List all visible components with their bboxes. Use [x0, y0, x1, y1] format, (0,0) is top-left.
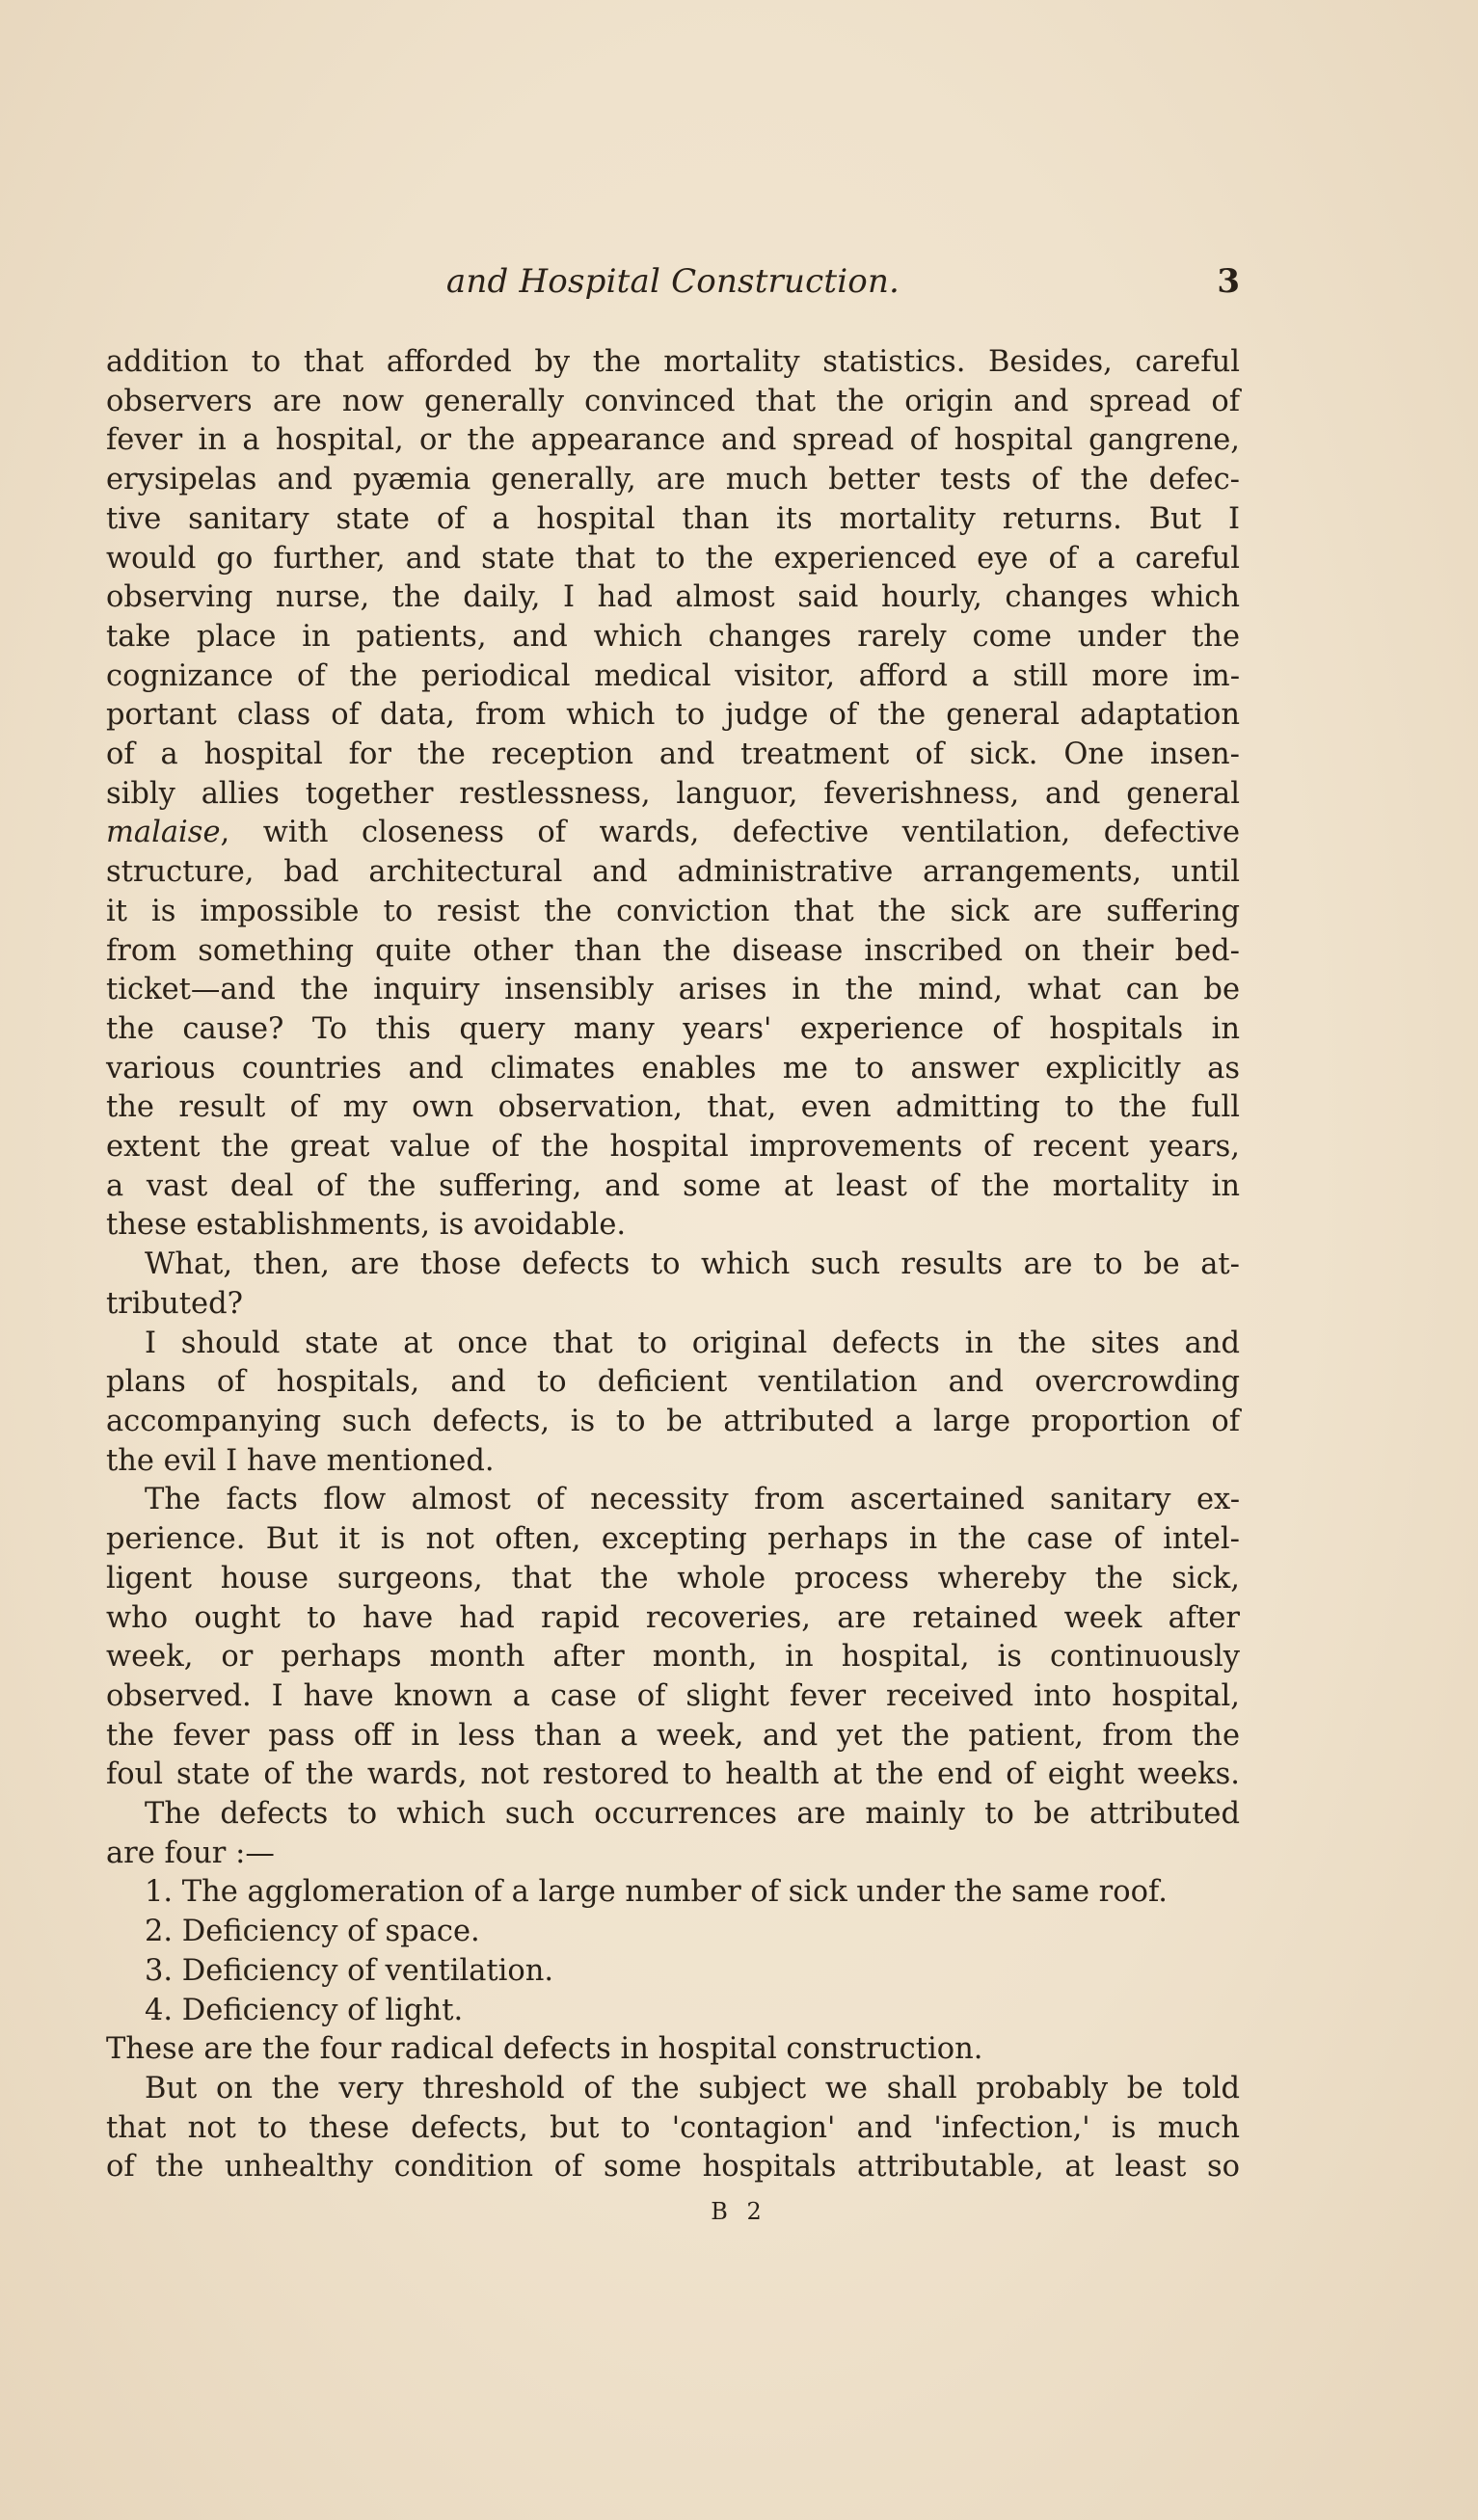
- text-line: cognizance of the periodical medical visitor, afford a still more im-: [106, 658, 1240, 693]
- page-number: 3: [1217, 262, 1240, 301]
- text-line: ticket—and the inquiry insensibly arises in the mind, what can be: [106, 973, 1240, 1007]
- text-line: week, or perhaps month after month, in hospital, is continuously: [106, 1640, 1240, 1675]
- text-line: that not to these defects, but to 'contagion' and 'infection,' is much: [106, 2110, 1240, 2145]
- text-line: The facts flow almost of necessity from ascertained sanitary ex-: [145, 1483, 1240, 1517]
- running-title: and Hospital Construction.: [445, 262, 900, 301]
- page-header: [106, 262, 1240, 310]
- text-line: accompanying such defects, is to be attributed a large proportion of: [106, 1404, 1240, 1438]
- text-line: various countries and climates enables me to answer explicitly as: [106, 1051, 1240, 1086]
- text-line: structure, bad architectural and administrative arrangements, until: [106, 855, 1240, 890]
- text-line: portant class of data, from which to judge of the general adaptation: [106, 698, 1240, 733]
- list-item: 1. The agglomeration of a large number of sick under the same roof.: [145, 1875, 1168, 1910]
- list-item: 2. Deficiency of space.: [145, 1915, 480, 1949]
- text-line: I should state at once that to original defects in the sites and: [145, 1326, 1240, 1360]
- signature-mark: B 2: [711, 2198, 767, 2225]
- text-line: But on the very threshold of the subject we shall probably be told: [145, 2071, 1240, 2105]
- text-line: the evil I have mentioned.: [106, 1443, 495, 1478]
- text-line: observing nurse, the daily, I had almost said hourly, changes which: [106, 580, 1240, 615]
- text-line: of a hospital for the reception and treatment of sick. One insen-: [106, 737, 1240, 772]
- text-line: These are the four radical defects in hospital construction.: [106, 2032, 983, 2067]
- text-line: the fever pass off in less than a week, and yet the patient, from the: [106, 1718, 1240, 1753]
- text-line: are four :—: [106, 1836, 275, 1870]
- text-line: tive sanitary state of a hospital than its mortality returns. But I: [106, 501, 1240, 536]
- text-line: it is impossible to resist the conviction that the sick are suffering: [106, 894, 1240, 928]
- text-line: observers are now generally convinced that the origin and spread of: [106, 384, 1240, 418]
- text-line: foul state of the wards, not restored to health at the end of eight weeks.: [106, 1757, 1240, 1792]
- text-line: What, then, are those defects to which such results are to be at-: [145, 1247, 1240, 1282]
- text-line: The defects to which such occurrences are mainly to be attributed: [145, 1797, 1240, 1832]
- text-line: perience. But it is not often, excepting perhaps in the case of intel-: [106, 1522, 1240, 1557]
- italic-word: malaise: [106, 816, 221, 850]
- text-line: fever in a hospital, or the appearance and spread of hospital gangrene,: [106, 423, 1240, 458]
- text-line: observed. I have known a case of slight fever received into hospital,: [106, 1678, 1240, 1713]
- body-text: [106, 343, 1240, 2187]
- text-line: addition to that afforded by the mortality statistics. Besides, careful: [106, 345, 1240, 379]
- text-line: sibly allies together restlessness, languor, feverishness, and general: [106, 776, 1240, 811]
- text-line: take place in patients, and which changes rarely come under the: [106, 619, 1240, 654]
- text-line: malaise, with closeness of wards, defective ventilation, defective: [106, 816, 1240, 850]
- text-line: these establishments, is avoidable.: [106, 1208, 627, 1243]
- text-line: erysipelas and pyæmia generally, are much better tests of the defec-: [106, 463, 1240, 497]
- text-line: the cause? To this query many years' experience of hospitals in: [106, 1011, 1240, 1046]
- text-line: plans of hospitals, and to deficient ventilation and overcrowding: [106, 1365, 1240, 1400]
- list-item: 4. Deficiency of light.: [145, 1993, 464, 2027]
- text-line: the result of my own observation, that, even admitting to the full: [106, 1090, 1240, 1125]
- text-line: who ought to have had rapid recoveries, are retained week after: [106, 1600, 1240, 1635]
- list-item: 3. Deficiency of ventilation.: [145, 1953, 554, 1988]
- text-line: would go further, and state that to the experienced eye of a careful: [106, 541, 1240, 576]
- text-line: tributed?: [106, 1286, 243, 1321]
- text-line: a vast deal of the suffering, and some at least of the mortality in: [106, 1168, 1240, 1203]
- text-line: from something quite other than the disease inscribed on their bed-: [106, 933, 1240, 968]
- text-line: extent the great value of the hospital improvements of recent years,: [106, 1130, 1240, 1165]
- text-line: of the unhealthy condition of some hospitals attributable, at least so: [106, 2150, 1240, 2185]
- text-line: ligent house surgeons, that the whole process whereby the sick,: [106, 1561, 1240, 1595]
